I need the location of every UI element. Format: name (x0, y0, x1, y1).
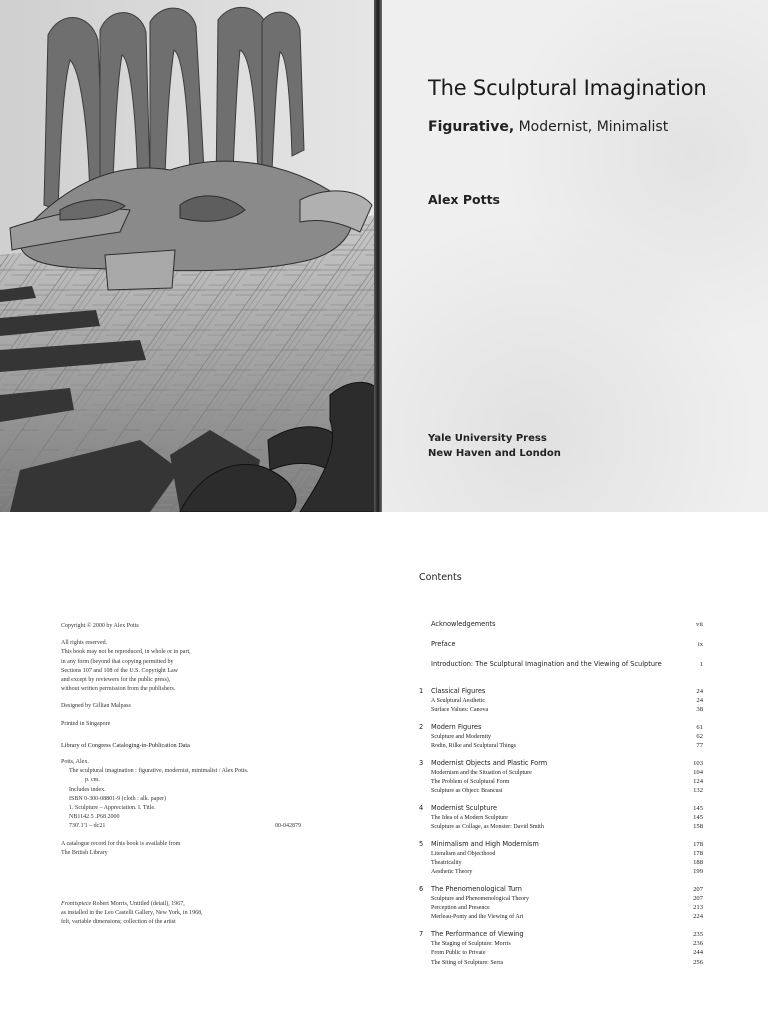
section-title: Merleau-Ponty and the Viewing of Art (431, 914, 524, 921)
chapter-page: 207 (693, 885, 703, 893)
section-title: Sculpture as Object: Brancusi (431, 788, 503, 795)
frontispiece-line: as installed in the Leo Castelli Gallery, New York, in 1968, (61, 910, 203, 917)
section-page: 207 (693, 894, 703, 902)
chapter-heading (419, 885, 703, 895)
toc-chapter (419, 885, 703, 923)
toc-chapter (419, 840, 703, 878)
section-title: The Siting of Sculpture: Serra (431, 959, 503, 966)
subtitle-bold: Figurative, (428, 119, 515, 135)
section-title: Literalism and Objecthood (431, 850, 496, 857)
chapter-title: Modernist Sculpture (431, 803, 498, 812)
section-title: Modernism and the Situation of Sculpture (431, 769, 532, 776)
designer-credit: Designed by Gillian Malpass (61, 703, 131, 710)
toc-page: vii (696, 621, 703, 628)
toc-section (419, 706, 703, 715)
cip-class: 730'.1'1 – dc21 (69, 823, 106, 830)
section-page: 62 (696, 732, 703, 740)
contents-heading: Contents (419, 572, 462, 583)
chapter-number: 4 (419, 803, 424, 812)
chapter-number: 6 (419, 884, 424, 893)
cip-number: 00-042879 (275, 823, 301, 830)
toc-section (419, 733, 703, 742)
toc-section (419, 913, 703, 922)
section-page: 158 (693, 823, 703, 831)
cip-line: The sculptural imagination : figurative, modernist, minimalist / Alex Potts. (69, 768, 249, 775)
toc-chapter (419, 687, 703, 716)
toc-section (419, 868, 703, 877)
chapter-title: Modernist Objects and Plastic Form (431, 758, 548, 767)
publisher-location: New Haven and London (428, 448, 561, 459)
toc-chapter (419, 930, 703, 968)
section-title: Sculpture and Phenomenological Theory (431, 895, 530, 902)
toc-chapter (419, 723, 703, 752)
section-page: 188 (693, 858, 703, 866)
chapter-heading (419, 687, 703, 697)
publisher (428, 431, 561, 461)
book-subtitle (428, 119, 668, 135)
toc-section (419, 814, 703, 823)
chapter-number: 1 (419, 687, 424, 695)
toc-front-item (419, 640, 703, 660)
section-page: 236 (693, 939, 703, 947)
chapter-title: Classical Figures (431, 687, 486, 695)
chapter-title: Minimalism and High Modernism (431, 839, 539, 848)
cip-line: NB1142.5 .P68 2000 (69, 814, 120, 821)
catalogue-line: A catalogue record for this book is available from (61, 840, 181, 847)
cip-line: p. cm. (85, 777, 100, 784)
section-title: Aesthetic Theory (431, 869, 473, 876)
section-page: 132 (693, 787, 703, 795)
section-page: 104 (693, 768, 703, 776)
toc-section (419, 895, 703, 904)
frontispiece-line: Robert Morris, Untitled (detail), 1967, (92, 901, 185, 908)
rights-line: All rights reserved. (61, 640, 108, 647)
table-of-contents (419, 620, 703, 968)
section-page: 213 (693, 904, 703, 912)
cip-title: Library of Congress Cataloging-in-Publication Data (61, 741, 190, 749)
cip-row (61, 822, 301, 831)
toc-chapter (419, 759, 703, 797)
toc-front-item (419, 620, 703, 640)
toc-section (419, 742, 703, 751)
felt-sculpture-image (0, 0, 378, 512)
section-title: Sculpture as Collage, as Monster: David Smith (431, 824, 544, 831)
section-page: 178 (693, 849, 703, 857)
section-title: Theatricality (431, 859, 462, 866)
section-page: 224 (693, 913, 703, 921)
book-gutter (374, 0, 382, 512)
copyright-page (61, 622, 301, 928)
contents-spread (0, 512, 768, 1024)
chapter-title: The Performance of Viewing (431, 929, 524, 938)
title-page (382, 0, 768, 512)
chapter-page: 235 (693, 930, 703, 938)
chapter-heading (419, 759, 703, 769)
chapter-heading (419, 723, 703, 733)
toc-section (419, 697, 703, 706)
copyright-line: Copyright © 2000 by Alex Potts (61, 623, 139, 629)
frontispiece-caption (61, 900, 301, 909)
chapter-number: 5 (419, 839, 424, 848)
author-name: Alex Potts (428, 192, 500, 207)
section-page: 244 (693, 949, 703, 957)
cip-line: Potts, Alex. (61, 759, 89, 766)
cip-line: ISBN 0-300-08801-9 (cloth : alk. paper) (69, 795, 166, 802)
rights-line: and except by reviewers for the public press), (61, 677, 171, 684)
chapter-page: 145 (693, 804, 703, 812)
chapter-number: 7 (419, 929, 424, 938)
publisher-name: Yale University Press (428, 433, 547, 444)
toc-chapter (419, 804, 703, 833)
rights-line: without written permission from the publishers. (61, 686, 176, 693)
subtitle-rest: Modernist, Minimalist (518, 119, 669, 135)
section-title: The Staging of Sculpture: Morris (431, 940, 511, 947)
section-title: The Idea of a Modern Sculpture (431, 814, 508, 821)
printed-in: Printed in Singapore (61, 720, 111, 727)
section-page: 145 (693, 813, 703, 821)
frontispiece-photo (0, 0, 378, 512)
chapter-page: 24 (696, 688, 703, 695)
section-page: 77 (696, 742, 703, 750)
book-title: The Sculptural Imagination (428, 76, 707, 100)
section-title: Rodin, Rilke and Sculptural Things (431, 743, 517, 750)
section-title: The Problem of Sculptural Form (431, 778, 510, 785)
chapter-number: 2 (419, 722, 424, 731)
chapter-heading (419, 804, 703, 814)
toc-label: Introduction: The Sculptural Imagination and the Viewing of Sculpture (431, 660, 662, 668)
section-title: Perception and Presence (431, 905, 490, 912)
frontispiece-label: Frontispiece (61, 901, 92, 908)
toc-section (419, 769, 703, 778)
chapter-page: 178 (693, 840, 703, 848)
toc-section (419, 823, 703, 832)
toc-section (419, 850, 703, 859)
toc-section (419, 787, 703, 796)
section-page: 199 (693, 868, 703, 876)
rights-line: in any form (beyond that copying permitted by (61, 658, 174, 665)
toc-section (419, 778, 703, 787)
frontispiece-line: felt, variable dimensions; collection of the artist (61, 919, 176, 926)
toc-section (419, 949, 703, 958)
rights-line: Sections 107 and 108 of the U.S. Copyright Law (61, 667, 178, 674)
chapter-heading (419, 930, 703, 940)
chapter-title: Modern Figures (431, 722, 482, 731)
section-title: A Sculptural Aesthetic (431, 698, 485, 704)
section-title: Sculpture and Modernity (431, 733, 491, 740)
section-title: From Public to Private (431, 950, 486, 957)
toc-label: Acknowledgements (431, 620, 496, 628)
cip-line: 1. Sculpture – Appreciation. I. Title. (69, 805, 156, 812)
toc-section (419, 859, 703, 868)
toc-page: ix (697, 641, 703, 648)
toc-page: 1 (699, 661, 703, 668)
catalogue-line: The British Library (61, 849, 108, 856)
rights-line: This book may not be reproduced, in whole or in part, (61, 649, 191, 656)
cip-line: Includes index. (69, 786, 106, 793)
section-page: 256 (693, 958, 703, 966)
toc-section (419, 904, 703, 913)
toc-section (419, 940, 703, 949)
chapter-number: 3 (419, 758, 424, 767)
section-page: 24 (696, 697, 703, 704)
chapter-page: 61 (696, 723, 703, 731)
section-page: 124 (693, 777, 703, 785)
toc-front-item (419, 660, 703, 680)
section-page: 38 (696, 706, 703, 714)
toc-section (419, 959, 703, 968)
chapter-title: The Phenomenological Turn (431, 884, 522, 893)
chapter-heading (419, 840, 703, 850)
section-title: Surface Values: Canova (431, 707, 489, 714)
chapter-page: 103 (693, 759, 703, 767)
toc-label: Preface (431, 640, 456, 648)
